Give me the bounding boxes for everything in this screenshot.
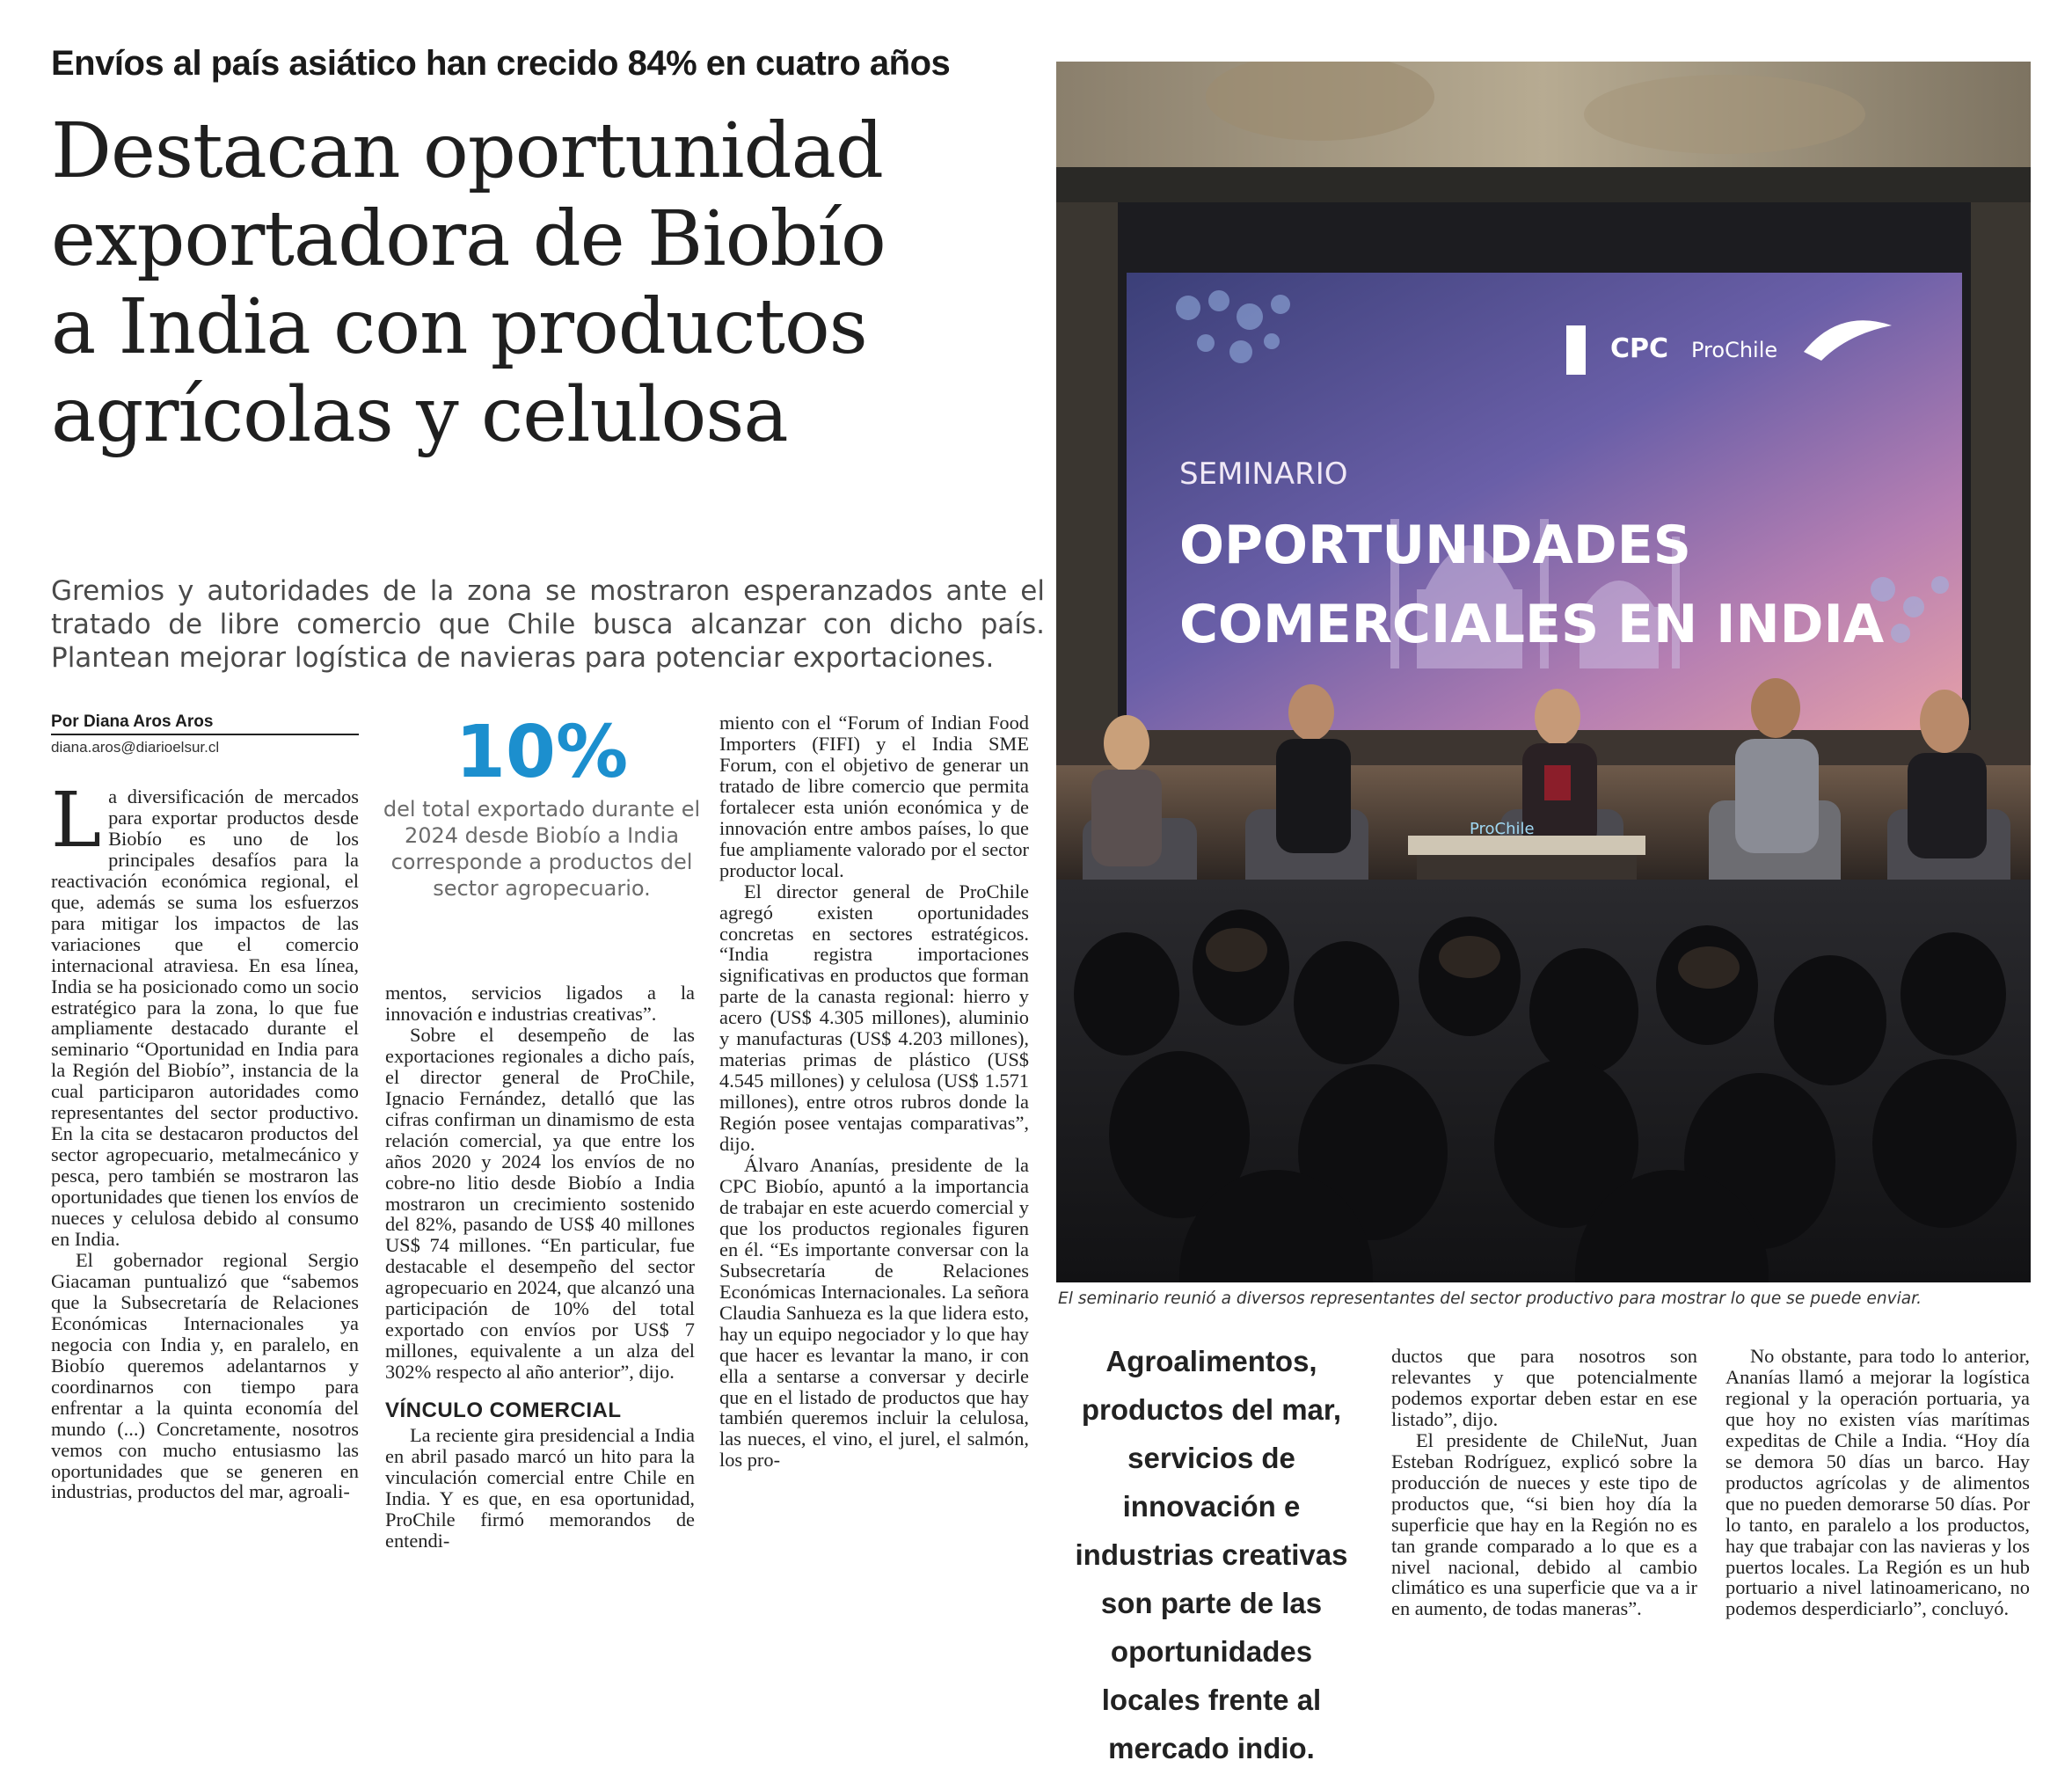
headline-line: a India con productos [51, 283, 867, 371]
article-paragraph: Álvaro Ananías, presidente de la CPC Biobío, apuntó a la importancia de trabajar en este acuerdo comercial y que los productos regionales figuren en él. “Es importante conversar con la Subsecretaría de Relaciones Económicas Internacionales. La señora Claudia Sanhueza es la que lidera esto, hay un equipo negociador y lo que hay que hacer es levantar la mano, ir con ella a sentarse a conversar y decirle que en el listado de productos que hay también queremos incluir la celulosa, las nueces, el vino, el jurel, el salmón, los pro- [719, 1154, 1029, 1472]
article-column-2 [385, 982, 695, 1552]
article-paragraph: El director general de ProChile agregó existen oportunidades concretas en sectores estratégicos. “India registra importaciones significativas en productos que forman parte de la canasta regional: hierro y acero (US$ 4.305 millones), aluminio y manufacturas (US$ 4.203 millones), materias primas de plástico (US$ 4.545 millones) y celulosa (US$ 1.571 millones), entre otros rubros donde la Región posee ventajas comparativas”, dijo. [719, 880, 1029, 1156]
article-paragraph: Sobre el desempeño de las exportaciones regionales a dicho país, el director general de ProChile, Ignacio Fernández, detalló que las cifras confirman un dinamismo de esta relación comercial, ya que entre los años 2020 y 2024 los envíos de no cobre-no litio desde Biobío a India mostraron un crecimiento sostenido del 82%, pasando de US$ 40 millones US$ 74 millones. “En particular, fue destacable el desempeño del sector agropecuario en 2024, que alcanzó una participación de 10% del total exportado con envíos por US$ 7 millones, equivalente a un alza del 302% respecto al año anterior”, dijo. [385, 1023, 695, 1384]
table-banner: ProChile [1470, 820, 1535, 838]
headline-line: Destacan oportunidad [51, 107, 883, 195]
article-paragraph: miento con el “Forum of Indian Food Importers (FIFI) y el India SME Forum, con el objetivo de generar un tratado de libre comercio que permita fortalecer esta unión económica y de innovación entre ambos países, lo que fue ampliamente valorado por el sector productor local. [719, 712, 1029, 881]
screen-text-comerciales: COMERCIALES EN INDIA [1179, 594, 1885, 655]
headline [51, 107, 1054, 459]
gobierno-logo [1566, 325, 1586, 375]
photo-caption: El seminario reunió a diversos representantes del sector productivo para mostrar lo que se puede enviar. [1058, 1289, 1922, 1308]
article-paragraph: mentos, servicios ligados a la innovación e industrias creativas”. [385, 982, 695, 1025]
article-column-4 [1391, 1346, 1697, 1619]
screen-text-oportunidades: OPORTUNIDADES [1179, 515, 1691, 576]
article-paragraph: La diversificación de mercados para exportar productos desde Biobío es uno de los principales desafíos para la reactivación económica regional, el que, además se suma los esfuerzos para mitigar los impactos de las variaciones que el comercio internacional atraviesa. En esa línea, India se ha posicionado como un socio estratégico para la zona, lo que fue ampliamente destacado durante el seminario “Oportunidad en India para la Región del Biobío”, instancia de la cual participaron autoridades como representantes del sector productivo. En la cita se destacaron productos del sector agropecuario, metalmecánico y pesca, pero también se mostraron las oportunidades que tienen los envíos de nueces y celulosa debido al consumo en India. [51, 777, 359, 1251]
deck: Gremios y autoridades de la zona se mostraron esperanzados ante el tratado de libre comercio que Chile busca alcanzar con dicho país. Plantean mejorar logística de navieras para potenciar exportaciones. [51, 575, 1045, 674]
byline: Por Diana Aros Aros [51, 712, 359, 735]
prochile-logo: ProChile [1691, 338, 1778, 362]
article-paragraph: El gobernador regional Sergio Giacaman puntualizó que “sabemos que la Subsecretaría de Relaciones Económicas Internacionales ya negocia con India y, en paralelo, en Biobío queremos adelantarnos y coordinarnos con tiempo para enfrentar a la quinta economía del mundo (...) Concretamente, nosotros vemos con mucho entusiasmo las oportunidades que se generen en industrias, productos del mar, agroali- [51, 1248, 359, 1503]
article-column-5 [1725, 1346, 2030, 1619]
drop-cap: L [51, 777, 102, 865]
seminar-photo-illustration [1056, 62, 2031, 1282]
stat-value: 10% [455, 711, 629, 794]
screen-text-seminario: SEMINARIO [1179, 457, 1348, 492]
article-paragraph: El presidente de ChileNut, Juan Esteban Rodríguez, explicó sobre la producción de nueces y este tipo de productos que, “si bien hoy día la superficie que hay en la Región no es tan grande comparado a lo que es a nivel nacional, debido al cambio climático es una superficie que va a ir en aumento, de todas maneras”. [1391, 1428, 1697, 1620]
section-subhead: VÍNCULO COMERCIAL [385, 1399, 622, 1423]
headline-line: agrícolas y celulosa [51, 371, 788, 459]
article-column-1 [51, 777, 359, 1503]
article-paragraph: No obstante, para todo lo anterior, Ananías llamó a mejorar la logística regional y la operación portuaria, ya que hoy no existen vías marítimas expeditas de Chile a India. “Hoy día se demora 50 días un barco. Hay productos agrícolas y de alimentos que no pueden demorarse 50 días. Por lo tanto, en paralelo a los productos, hay que trabajar con las navieras y los puertos locales. La Región es un hub portuario a nivel latinoamericano, no podemos desperdiciarlo”, concluyó. [1725, 1345, 2030, 1620]
cpc-logo: CPC [1610, 333, 1669, 364]
kicker: Envíos al país asiático han crecido 84% en cuatro años [51, 44, 951, 83]
pull-quote: Agroalimentos, productos del mar, servicios de innovación e industrias creativas son parte de las oportunidades locales frente al mercado indio. [1075, 1345, 1348, 1764]
seminar-photo [1056, 62, 2031, 1282]
author-email: diana.aros@diarioelsur.cl [51, 739, 220, 756]
article-paragraph: ductos que para nosotros son relevantes y que potencialmente podemos exportar deben estar en ese listado”, dijo. [1391, 1345, 1697, 1430]
article-column-3 [719, 712, 1029, 1471]
stat-description: del total exportado durante el 2024 desde Biobío a India corresponde a productos del sector agropecuario. [383, 797, 701, 901]
headline-line: exportadora de Biobío [51, 195, 886, 283]
article-paragraph: La reciente gira presidencial a India en abril pasado marcó un hito para la vinculación comercial entre Chile en India. Y es que, en esa oportunidad, ProChile firmó memorandos de entendi- [385, 1424, 695, 1552]
